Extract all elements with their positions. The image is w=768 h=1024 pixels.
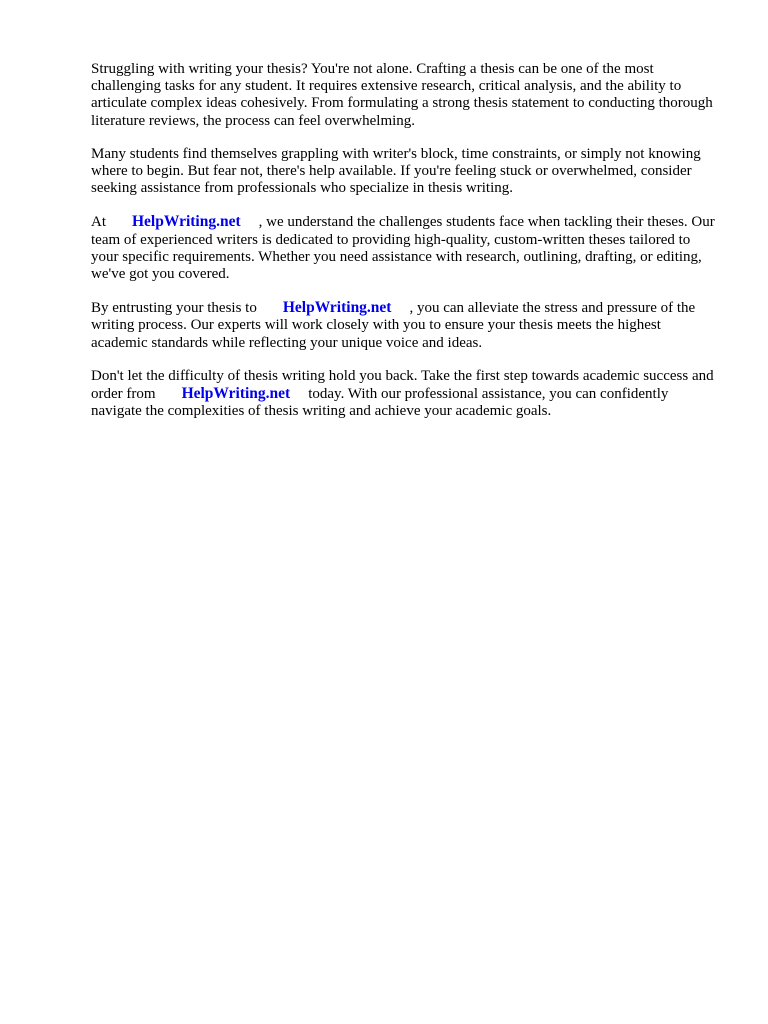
paragraph-service bbox=[91, 213, 721, 283]
helpwriting-link-1[interactable]: HelpWriting.net bbox=[132, 213, 241, 231]
helpwriting-link-3[interactable]: HelpWriting.net bbox=[181, 385, 291, 403]
paragraph-order-lead: Don't let the difficulty of thesis writing hold you back. Take the first step towards academic success and order from bbox=[91, 367, 714, 403]
paragraph-struggles-text: Many students find themselves grappling with writer's block, time constraints, or simply not knowing where to begin. But fear not, there's help available. If you're feeling stuck or overwhelmed, consider seeking assistance from professionals who specialize in thesis writing. bbox=[91, 145, 701, 197]
paragraph-entrust-text: , you can alleviate the stress and pressure of the writing process. Our experts will work closely with you to ensure your thesis meets the highest academic standards while reflecting your unique voice and ideas. bbox=[91, 300, 696, 351]
paragraph-service-text: , we understand the challenges students face when tackling their theses. Our team of experienced writers is dedicated to providing high-quality, custom-written theses tailored to your specific requirements. Whether you need assistance with research, outlining, drafting, or editing, we've got you covered. bbox=[91, 214, 715, 283]
document-body bbox=[91, 61, 721, 436]
paragraph-order-text: today. With our professional assistance, you can confidently navigate the complexities of thesis writing and achieve your academic goals. bbox=[91, 386, 669, 420]
helpwriting-link-2[interactable]: HelpWriting.net bbox=[282, 299, 392, 317]
paragraph-intro bbox=[91, 61, 721, 130]
paragraph-order bbox=[91, 368, 721, 421]
paragraph-entrust bbox=[91, 299, 721, 352]
paragraph-struggles bbox=[91, 146, 721, 198]
paragraph-entrust-lead: By entrusting your thesis to bbox=[91, 300, 257, 317]
paragraph-intro-text: Struggling with writing your thesis? You're not alone. Crafting a thesis can be one of the most challenging tasks for any student. It requires extensive research, critical analysis, and the ability to articulate complex ideas cohesively. From formulating a strong thesis statement to conducting thorough literature reviews, the process can feel overwhelming. bbox=[91, 61, 713, 129]
paragraph-service-lead: At bbox=[91, 214, 106, 231]
